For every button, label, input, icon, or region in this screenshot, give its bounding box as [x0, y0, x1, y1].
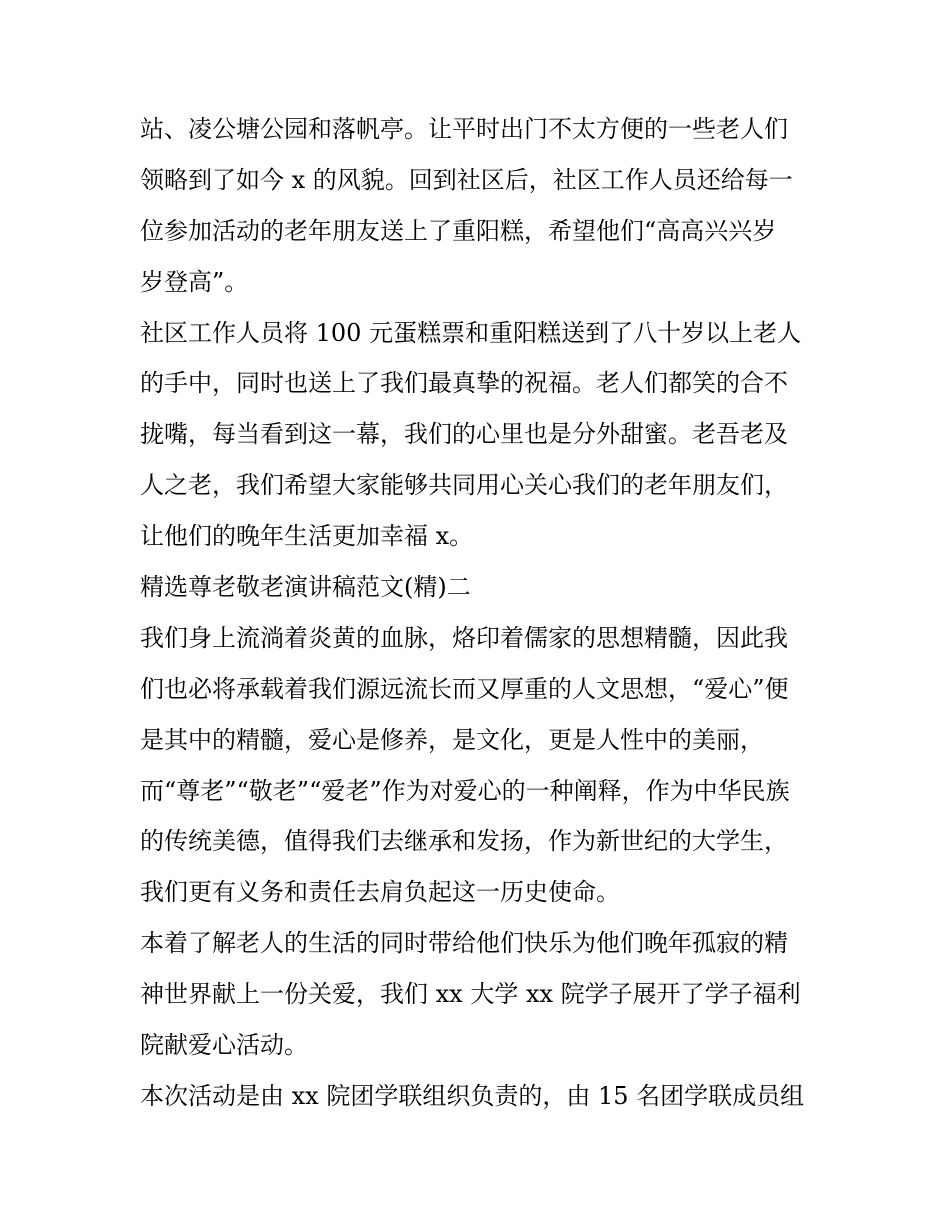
text-line: 社区工作人员将 100 元蛋糕票和重阳糕送到了八十岁以上老人 — [140, 318, 802, 347]
text-line: 领略到了如今 x 的风貌。回到社区后，社区工作人员还给每一 — [140, 165, 793, 194]
text-line: 本着了解老人的生活的同时带给他们快乐为他们晚年孤寂的精 — [140, 929, 788, 958]
text-line: 神世界献上一份关爱，我们 xx 大学 xx 院学子展开了学子福利 — [140, 980, 801, 1009]
text-line: 人之老，我们希望大家能够共同用心关心我们的老年朋友们， — [140, 471, 788, 500]
document-page — [140, 104, 820, 1122]
paragraph-continuation — [140, 104, 820, 308]
text-line: 们也必将承载着我们源远流长而又厚重的人文思想，“爱心”便 — [140, 674, 789, 703]
text-line: 让他们的晚年生活更加幸福 x。 — [140, 522, 474, 551]
text-line: 我们身上流淌着炎黄的血脉，烙印着儒家的思想精髓，因此我 — [140, 623, 788, 652]
text-line: 岁登高”。 — [140, 267, 249, 296]
text-line: 的传统美德，值得我们去继承和发扬，作为新世纪的大学生， — [140, 827, 788, 856]
text-line: 本次活动是由 xx 院团学联组织负责的，由 15 名团学联成员组 — [140, 1081, 805, 1110]
text-line: 而“尊老”“敬老”“爱老”作为对爱心的一种阐释，作为中华民族 — [140, 776, 790, 805]
text-line: 我们更有义务和责任去肩负起这一历史使命。 — [140, 878, 620, 907]
text-line: 的手中，同时也送上了我们最真挚的祝福。老人们都笑的合不 — [140, 369, 788, 398]
section-heading — [140, 562, 820, 613]
paragraph-activity-purpose — [140, 918, 820, 1071]
text-line: 位参加活动的老年朋友送上了重阳糕，希望他们“高高兴兴岁 — [140, 216, 777, 245]
text-line: 是其中的精髓，爱心是修养，是文化，更是人性中的美丽， — [140, 725, 764, 754]
text-line: 站、凌公塘公园和落帆亭。让平时出门不太方便的一些老人们 — [140, 115, 788, 143]
text-line: 院献爱心活动。 — [140, 1031, 308, 1060]
paragraph-intro — [140, 613, 820, 918]
text-line: 拢嘴，每当看到这一幕，我们的心里也是分外甜蜜。老吾老及 — [140, 420, 788, 449]
paragraph-cake-gift — [140, 308, 820, 562]
paragraph-activity-organizer — [140, 1071, 820, 1122]
heading-line: 精选尊老敬老演讲稿范文(精)二 — [140, 573, 471, 602]
